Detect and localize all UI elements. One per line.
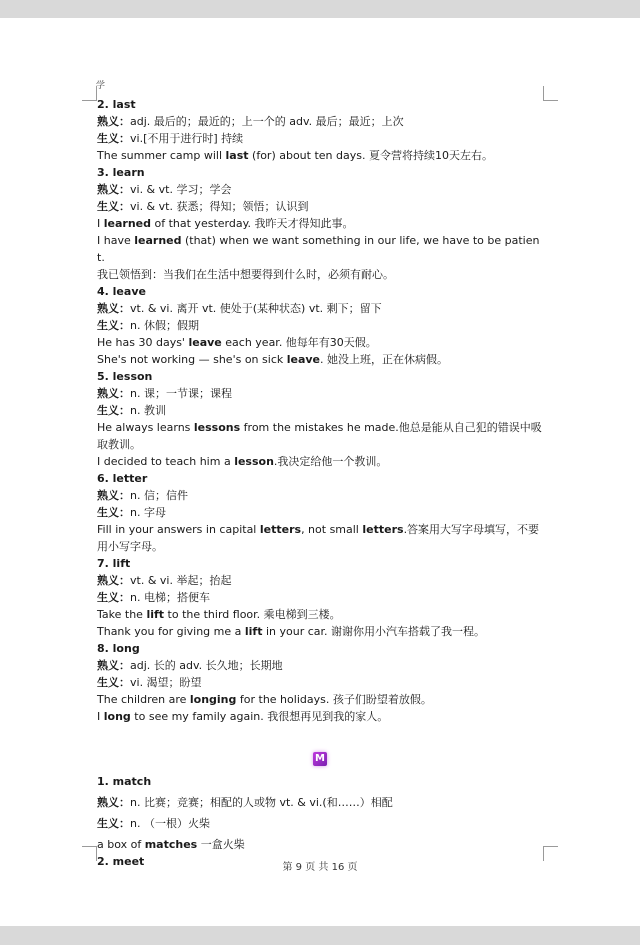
bottom-gray-band [0,926,640,945]
rare-meaning [97,674,543,691]
entry-heading: 4. leave [97,285,146,298]
familiar-meaning-colon: ： [119,489,130,502]
example-sentence [97,691,543,708]
familiar-meaning-colon: ： [119,387,130,400]
rare-meaning [97,589,543,606]
entry-heading: 8. long [97,642,140,655]
example-sentence [97,521,543,555]
example-text: Take the [97,608,147,621]
familiar-meaning [97,794,543,811]
example-sentence [97,419,543,453]
rare-meaning-text: vi.[不用于进行时] 持续 [130,132,244,145]
rare-meaning [97,317,543,334]
rare-meaning [97,402,543,419]
familiar-meaning-label: 熟义 [97,183,119,196]
familiar-meaning-label: 熟义 [97,796,119,809]
familiar-meaning-label: 熟义 [97,302,119,315]
example-sentence [97,334,543,351]
rare-meaning-text: vi. 渴望；盼望 [130,676,202,689]
example-sentence [97,453,543,470]
familiar-meaning-colon: ： [119,659,130,672]
familiar-meaning-colon: ： [119,115,130,128]
familiar-meaning [97,572,543,589]
example-text: to the third floor. 乘电梯到三楼。 [164,608,341,621]
example-sentence [97,836,543,853]
familiar-meaning [97,181,543,198]
example-text: Thank you for giving me a [97,625,245,638]
familiar-meaning-label: 熟义 [97,659,119,672]
rare-meaning-label: 生义 [97,591,119,604]
familiar-meaning [97,385,543,402]
familiar-meaning-colon: ： [119,796,130,809]
section-letter-badge: M [313,752,327,766]
rare-meaning [97,815,543,832]
example-keyword: leave [188,336,222,349]
familiar-meaning [97,487,543,504]
example-text: . 她没上班，正在休病假。 [320,353,449,366]
example-keyword: lesson [234,455,274,468]
example-keyword: letters [259,523,302,536]
example-keyword: learned [134,234,182,247]
document-body [97,96,543,870]
familiar-meaning-text: n. 课；一节课；课程 [130,387,232,400]
rare-meaning [97,504,543,521]
rare-meaning-label: 生义 [97,404,119,417]
example-sentence [97,147,543,164]
example-sentence [97,606,543,623]
familiar-meaning-text: adj. 长的 adv. 长久地；长期地 [130,659,283,672]
rare-meaning-colon: ： [119,200,130,213]
rare-meaning [97,130,543,147]
rare-meaning-label: 生义 [97,319,119,332]
example-text: , not small [301,523,363,536]
example-text: The children are [97,693,190,706]
section-marker-row [97,743,543,773]
example-text: He has 30 days' [97,336,189,349]
rare-meaning-label: 生义 [97,676,119,689]
example-sentence [97,266,543,283]
crop-mark-top-right [543,86,558,101]
familiar-meaning-text: vt. & vi. 离开 vt. 使处于(某种状态) vt. 剩下；留下 [130,302,382,315]
example-keyword: longing [189,693,237,706]
example-keyword: lessons [193,421,241,434]
example-keyword: learned [103,217,151,230]
rare-meaning-text: n. 教训 [130,404,166,417]
familiar-meaning-colon: ： [119,302,130,315]
entry-heading: 3. learn [97,166,145,179]
rare-meaning-colon: ： [119,506,130,519]
familiar-meaning [97,657,543,674]
example-text: I [97,710,104,723]
familiar-meaning-colon: ： [119,183,130,196]
example-text: .答案用大写字母填写，不要用小写字母。 [97,523,540,553]
familiar-meaning-label: 熟义 [97,489,119,502]
familiar-meaning-label: 熟义 [97,115,119,128]
example-text: He always learns [97,421,194,434]
entry-heading: 5. lesson [97,370,153,383]
familiar-meaning-text: adj. 最后的；最近的；上一个的 adv. 最后；最近；上次 [130,115,404,128]
example-sentence [97,623,543,640]
rare-meaning-label: 生义 [97,200,119,213]
entry-heading: 2. last [97,98,136,111]
rare-meaning [97,198,543,215]
example-sentence [97,232,543,266]
entry-heading: 7. lift [97,557,131,570]
familiar-meaning [97,113,543,130]
familiar-meaning-text: vi. & vt. 学习；学会 [130,183,232,196]
example-text: She's not working — she's on sick [97,353,287,366]
example-sentence [97,708,543,725]
example-sentence [97,215,543,232]
section-gap [97,725,543,743]
example-text: 我已领悟到：当我们在生活中想要得到什么时，必须有耐心。 [97,268,394,281]
example-text: each year. 他每年有30天假。 [221,336,377,349]
example-text: in your car. 谢谢你用小汽车搭载了我一程。 [262,625,486,638]
example-keyword: long [103,710,131,723]
familiar-meaning-colon: ： [119,574,130,587]
example-keyword: leave [286,353,321,366]
familiar-meaning-label: 熟义 [97,574,119,587]
rare-meaning-text: n. （一根）火柴 [130,817,210,830]
example-text: (that) when we want something in our life, we have to be patient. [97,234,540,264]
rare-meaning-colon: ： [119,591,130,604]
rare-meaning-text: n. 电梯；搭便车 [130,591,210,604]
entry-heading: 1. match [97,775,152,788]
rare-meaning-label: 生义 [97,506,119,519]
rare-meaning-colon: ： [119,319,130,332]
example-keyword: lift [146,608,165,621]
example-text: 一盒火柴 [197,838,245,851]
rare-meaning-label: 生义 [97,817,119,830]
rare-meaning-colon: ： [119,817,130,830]
rare-meaning-text: n. 休假；假期 [130,319,199,332]
example-text: a box of [97,838,145,851]
top-gray-band [0,0,640,18]
example-text: for the holidays. 孩子们盼望着放假。 [236,693,432,706]
entry-heading: 6. letter [97,472,148,485]
rare-meaning-label: 生义 [97,132,119,145]
example-text: to see my family again. 我很想再见到我的家人。 [130,710,389,723]
rare-meaning-text: vi. & vt. 获悉；得知；领悟；认识到 [130,200,309,213]
rare-meaning-colon: ： [119,132,130,145]
page-footer: 第 9 页 共 16 页 [282,862,358,873]
familiar-meaning-text: n. 比赛；竞赛；相配的人或物 vt. & vi.(和……）相配 [130,796,393,809]
example-text: I have [97,234,135,247]
example-text: from the mistakes he made.他总是能从自己犯的错误中吸取教训。 [97,421,542,451]
crop-mark-top-left [82,86,97,101]
header-fragment: 学 [96,81,106,91]
familiar-meaning-text: vt. & vi. 举起；抬起 [130,574,232,587]
example-sentence [97,351,543,368]
familiar-meaning-text: n. 信；信件 [130,489,188,502]
example-text: Fill in your answers in capital [97,523,260,536]
example-text: .我决定给他一个教训。 [273,455,388,468]
rare-meaning-text: n. 字母 [130,506,166,519]
example-text: (for) about ten days. 夏令营将持续10天左右。 [248,149,493,162]
familiar-meaning [97,300,543,317]
familiar-meaning-label: 熟义 [97,387,119,400]
example-text: I [97,217,104,230]
example-keyword: last [225,149,249,162]
example-text: I decided to teach him a [97,455,235,468]
entry-heading: 2. meet [97,855,145,868]
example-keyword: matches [144,838,198,851]
rare-meaning-colon: ： [119,404,130,417]
rare-meaning-colon: ： [119,676,130,689]
example-keyword: letters [362,523,404,536]
example-text: of that yesterday. 我昨天才得知此事。 [151,217,354,230]
example-keyword: lift [244,625,263,638]
example-text: The summer camp will [97,149,226,162]
